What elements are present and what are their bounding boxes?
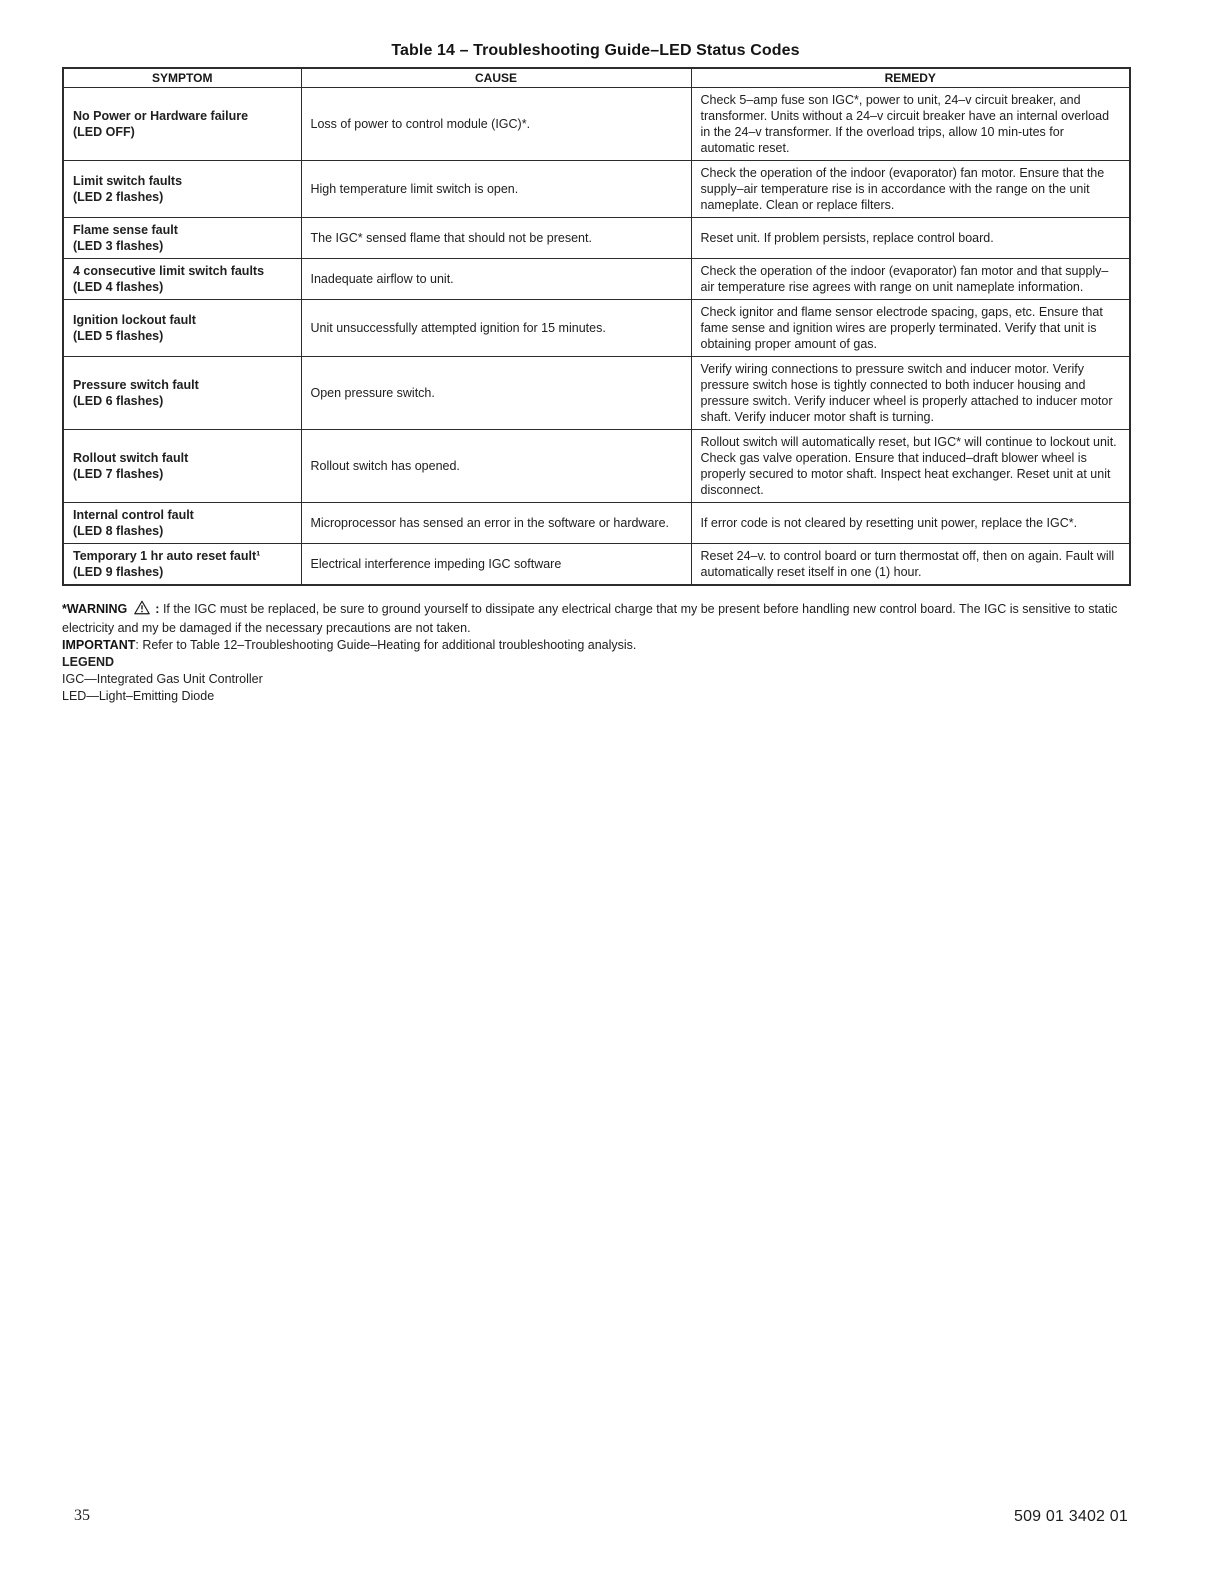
legend-item-led: LED—Light–Emitting Diode bbox=[62, 689, 215, 703]
table-row bbox=[63, 300, 1130, 357]
symptom-title: 4 consecutive limit switch faults bbox=[73, 264, 265, 278]
symptom-led-count: (LED 7 flashes) bbox=[73, 467, 164, 481]
symptom-cell bbox=[63, 218, 301, 259]
cause-cell: Microprocessor has sensed an error in the software or hardware. bbox=[301, 503, 691, 544]
symptom-led-count: (LED 2 flashes) bbox=[73, 190, 164, 204]
remedy-cell: Check 5–amp fuse son IGC*, power to unit, 24–v circuit breaker, and transformer. Units without a 24–v circuit breaker have an internal overload in the 24–v transformer. If the overload trips, allow 10 min-utes for automatic reset. bbox=[691, 88, 1130, 161]
remedy-cell: Reset 24–v. to control board or turn thermostat off, then on again. Fault will automatically reset itself in one (1) hour. bbox=[691, 544, 1130, 586]
legend-item-igc: IGC—Integrated Gas Unit Controller bbox=[62, 672, 263, 686]
part-number: 509 01 3402 01 bbox=[1013, 1508, 1128, 1525]
symptom-led-count: (LED 3 flashes) bbox=[73, 239, 164, 253]
warning-triangle-icon bbox=[134, 600, 150, 620]
symptom-cell bbox=[63, 503, 301, 544]
warning-note bbox=[62, 600, 1129, 637]
remedy-cell: If error code is not cleared by resetting unit power, replace the IGC*. bbox=[691, 503, 1130, 544]
table-row bbox=[63, 430, 1130, 503]
table-row bbox=[63, 357, 1130, 430]
cause-cell: Electrical interference impeding IGC software bbox=[301, 544, 691, 586]
symptom-led-count: (LED 8 flashes) bbox=[73, 524, 164, 538]
symptom-title: Pressure switch fault bbox=[73, 378, 199, 392]
symptom-title: Ignition lockout fault bbox=[73, 313, 196, 327]
cause-cell: Open pressure switch. bbox=[301, 357, 691, 430]
table-row bbox=[63, 503, 1130, 544]
legend-title: LEGEND bbox=[62, 655, 115, 669]
cause-cell: Loss of power to control module (IGC)*. bbox=[301, 88, 691, 161]
remedy-cell: Rollout switch will automatically reset, but IGC* will continue to lockout unit. Check gas valve operation. Ensure that induced–draft blower wheel is properly secured to motor shaft. Inspect heat exchanger. Reset unit at unit disconnect. bbox=[691, 430, 1130, 503]
table-row bbox=[63, 218, 1130, 259]
table-body bbox=[63, 88, 1130, 586]
symptom-led-count: (LED 9 flashes) bbox=[73, 565, 164, 579]
cause-cell: High temperature limit switch is open. bbox=[301, 161, 691, 218]
symptom-led-count: (LED 4 flashes) bbox=[73, 280, 164, 294]
symptom-cell bbox=[63, 430, 301, 503]
symptom-title: No Power or Hardware failure bbox=[73, 109, 249, 123]
warning-label: *WARNING bbox=[62, 602, 128, 616]
table-row bbox=[63, 544, 1130, 586]
symptom-cell bbox=[63, 161, 301, 218]
symptom-cell bbox=[63, 544, 301, 586]
symptom-cell bbox=[63, 88, 301, 161]
column-header-remedy: REMEDY bbox=[691, 68, 1130, 88]
symptom-led-count: (LED OFF) bbox=[73, 125, 135, 139]
remedy-cell: Verify wiring connections to pressure switch and inducer motor. Verify pressure switch hose is tightly connected to both inducer housing and pressure switch. Verify inducer wheel is properly attached to inducer motor shaft. Verify inducer motor shaft is turning. bbox=[691, 357, 1130, 430]
warning-separator: : bbox=[155, 602, 160, 616]
symptom-led-count: (LED 6 flashes) bbox=[73, 394, 164, 408]
cause-cell: Inadequate airflow to unit. bbox=[301, 259, 691, 300]
page-title: Table 14 – Troubleshooting Guide–LED Status Codes bbox=[391, 42, 800, 59]
troubleshooting-table bbox=[62, 67, 1131, 586]
page-number: 35 bbox=[74, 1507, 90, 1524]
important-text: : Refer to Table 12–Troubleshooting Guide–Heating for additional troubleshooting analysis. bbox=[135, 638, 637, 652]
symptom-cell bbox=[63, 357, 301, 430]
symptom-title: Internal control fault bbox=[73, 508, 194, 522]
symptom-title: Flame sense fault bbox=[73, 223, 178, 237]
important-label: IMPORTANT bbox=[62, 638, 136, 652]
column-header-symptom: SYMPTOM bbox=[63, 68, 301, 88]
symptom-cell bbox=[63, 300, 301, 357]
symptom-title: Temporary 1 hr auto reset fault¹ bbox=[73, 549, 261, 563]
symptom-title: Limit switch faults bbox=[73, 174, 183, 188]
symptom-led-count: (LED 5 flashes) bbox=[73, 329, 164, 343]
warning-text: If the IGC must be replaced, be sure to ground yourself to dissipate any electrical charge that my be present before handling new control board. The IGC is sensitive to static electricity and my be damaged if the necessary precautions are not taken. bbox=[62, 602, 1118, 635]
cause-cell: Rollout switch has opened. bbox=[301, 430, 691, 503]
remedy-cell: Reset unit. If problem persists, replace control board. bbox=[691, 218, 1130, 259]
page-content bbox=[62, 42, 1129, 705]
footnotes-section bbox=[62, 600, 1129, 705]
table-row bbox=[63, 259, 1130, 300]
remedy-cell: Check ignitor and flame sensor electrode spacing, gaps, etc. Ensure that fame sense and ignition wires are properly terminated. Verify that unit is obtaining proper amount of gas. bbox=[691, 300, 1130, 357]
symptom-title: Rollout switch fault bbox=[73, 451, 189, 465]
remedy-cell: Check the operation of the indoor (evaporator) fan motor and that supply–air temperature rise agrees with range on unit nameplate information. bbox=[691, 259, 1130, 300]
cause-cell: Unit unsuccessfully attempted ignition for 15 minutes. bbox=[301, 300, 691, 357]
table-row bbox=[63, 161, 1130, 218]
remedy-cell: Check the operation of the indoor (evaporator) fan motor. Ensure that the supply–air temperature rise is in accordance with the range on the unit nameplate. Clean or replace filters. bbox=[691, 161, 1130, 218]
cause-cell: The IGC* sensed flame that should not be present. bbox=[301, 218, 691, 259]
symptom-cell bbox=[63, 259, 301, 300]
table-header-row bbox=[63, 68, 1130, 88]
column-header-cause: CAUSE bbox=[301, 68, 691, 88]
important-note bbox=[62, 637, 1129, 654]
table-row bbox=[63, 88, 1130, 161]
